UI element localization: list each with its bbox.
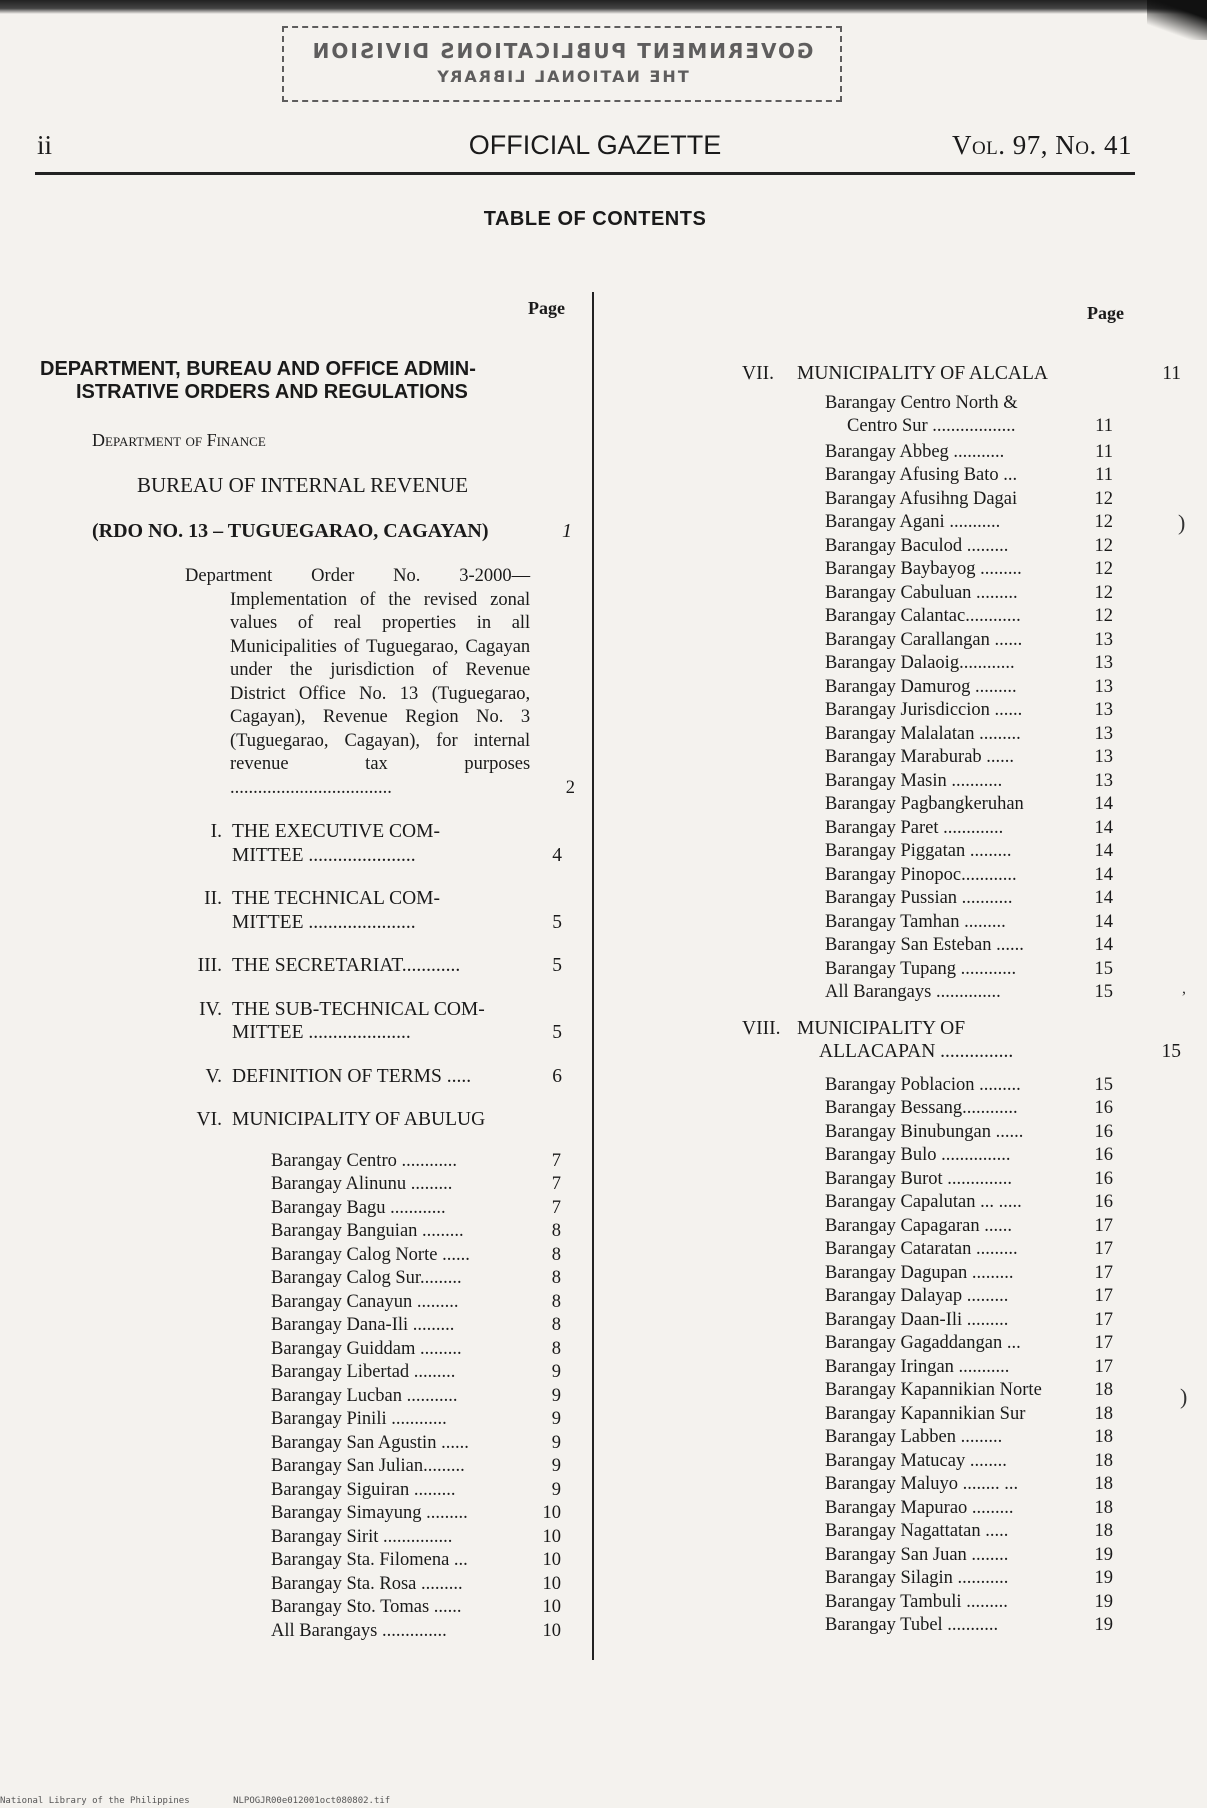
entry-page: 13 [1094, 747, 1113, 767]
section-title-line-1: MUNICIPALITY OF [797, 1017, 966, 1039]
department-order-page: 2 [565, 777, 575, 798]
department-heading-line-1: DEPARTMENT, BUREAU AND OFFICE ADMIN- [40, 358, 476, 380]
entry-name: Barangay Matucay ........ [825, 1450, 1007, 1471]
section-page: 5 [552, 1022, 562, 1043]
entry-page: 8 [551, 1221, 561, 1241]
entry-name: Barangay Sirit ............... [271, 1526, 453, 1547]
list-item [735, 558, 1135, 582]
list-item [735, 840, 1135, 864]
entry-page: 9 [551, 1409, 561, 1429]
entry-name: Barangay Pussian ........... [825, 888, 1013, 908]
entry-name: All Barangays .............. [271, 1620, 447, 1641]
entry-page: 11 [1095, 441, 1113, 462]
entry-page: 13 [1094, 629, 1113, 650]
list-item [40, 1502, 575, 1526]
entry-page: 11 [1095, 465, 1113, 485]
entry-name: Barangay Calog Norte ...... [271, 1244, 470, 1265]
entry-page: 12 [1094, 512, 1113, 532]
entry-page: 18 [1094, 1427, 1113, 1447]
entry-line-2: Centro Sur .................. [847, 416, 1016, 436]
entry-page: 15 [1094, 982, 1113, 1002]
entry-page: 14 [1094, 841, 1113, 861]
entry-name: Barangay Malalatan ......... [825, 723, 1021, 744]
entry-name: Barangay Centro ............ [271, 1150, 457, 1171]
entry-name: Barangay Nagattatan ..... [825, 1521, 1009, 1541]
entry-page: 18 [1094, 1474, 1113, 1494]
list-item [40, 1314, 575, 1338]
entry-name: Barangay Carallangan ...... [825, 629, 1023, 650]
list-item [735, 793, 1135, 817]
entry-page: 10 [542, 1550, 561, 1570]
page-label-left: Page [528, 298, 565, 318]
entry-page: 14 [1094, 817, 1113, 838]
list-item [40, 1361, 575, 1385]
entry-page: 15 [1094, 1074, 1113, 1095]
entry-page: 16 [1094, 1098, 1113, 1118]
entry-name: Barangay San Juan ........ [825, 1544, 1009, 1565]
entry-page: 9 [551, 1385, 561, 1406]
entry-name: Barangay Cabuluan ......... [825, 582, 1018, 603]
header-rule [35, 172, 1135, 175]
alcala-barangay-list [735, 441, 1135, 1005]
section-page: 4 [552, 844, 562, 866]
section-title-line-1: THE SECRETARIAT............ [232, 955, 461, 976]
entry-name: Barangay Gagaddangan ... [825, 1333, 1021, 1353]
entry-name: Barangay Kapannikian Sur [825, 1403, 1026, 1424]
rdo-title: (RDO NO. 13 – TUGUEGARAO, CAGAYAN) [92, 520, 489, 542]
entry-name: Barangay Dana-Ili ......... [271, 1315, 455, 1335]
list-item [735, 441, 1135, 465]
entry-name: Barangay Dalaoig............ [825, 653, 1015, 673]
list-item [735, 699, 1135, 723]
page-number: ii [37, 130, 53, 160]
entry-page: 18 [1094, 1521, 1113, 1541]
entry-name: Barangay Banguian ......... [271, 1221, 464, 1241]
list-item [735, 1520, 1135, 1544]
entry-page: 14 [1094, 794, 1113, 814]
list-item [735, 1497, 1135, 1521]
entry-name: All Barangays .............. [825, 982, 1001, 1002]
list-item [735, 1591, 1135, 1615]
entry-name: Barangay Jurisdiccion ...... [825, 700, 1023, 720]
list-item [735, 1309, 1135, 1333]
list-item [735, 864, 1135, 888]
entry-page: 11 [1095, 416, 1113, 436]
entry-name: Barangay Pinopoc............ [825, 864, 1017, 885]
entry-name: Barangay Libertad ......... [271, 1362, 456, 1382]
list-item [40, 1220, 575, 1244]
list-item [735, 676, 1135, 700]
right-column [735, 362, 1181, 1638]
section-title-line-1: MUNICIPALITY OF ABULUG [232, 1109, 486, 1130]
entry-name: Barangay San Julian......... [271, 1456, 465, 1476]
list-item [40, 1573, 575, 1597]
entry-page: 8 [551, 1338, 561, 1359]
entry-name: Barangay Maraburab ...... [825, 747, 1015, 767]
list-item [735, 1614, 1135, 1638]
section-title-line-2: ALLACAPAN ............... [819, 1041, 1014, 1062]
scan-corner-shadow [1147, 0, 1207, 40]
entry-name: Barangay Paret ............. [825, 817, 1004, 838]
list-item [735, 1403, 1135, 1427]
list-item [735, 535, 1135, 559]
left-column [40, 358, 575, 1643]
margin-mark: ) [1178, 510, 1186, 535]
list-item [735, 1074, 1135, 1098]
list-item [735, 652, 1135, 676]
entry-page: 17 [1094, 1239, 1113, 1259]
section-title-line-2: MITTEE ...................... [232, 911, 416, 933]
entry-page: 9 [551, 1432, 561, 1453]
entry-page: 13 [1094, 676, 1113, 697]
entry-name: Barangay Burot .............. [825, 1168, 1013, 1189]
entry-name: Barangay Canayun ......... [271, 1291, 459, 1312]
gazette-title: OFFICIAL GAZETTE [468, 130, 722, 160]
entry-name: Barangay Dagupan ......... [825, 1262, 1014, 1283]
list-item [735, 1285, 1135, 1309]
entry-page: 17 [1094, 1215, 1113, 1236]
list-item [735, 934, 1135, 958]
entry-page: 13 [1094, 700, 1113, 720]
section-title-line-1: DEFINITION OF TERMS ..... [232, 1065, 472, 1087]
column-divider [592, 292, 594, 1660]
entry-name: Barangay Siguiran ......... [271, 1479, 456, 1500]
entry-name: Barangay Capagaran ...... [825, 1215, 1012, 1236]
toc-section [40, 1108, 575, 1132]
entry-page: 16 [1094, 1168, 1113, 1189]
entry-name: Barangay Simayung ......... [271, 1503, 468, 1523]
footer-library: National Library of the Philippines [0, 1796, 190, 1806]
section-number: I. [210, 821, 222, 842]
section-title-line-2: MITTEE ...................... [232, 844, 416, 866]
allacapan-barangay-list [735, 1074, 1135, 1638]
entry-page: 18 [1094, 1380, 1113, 1400]
entry-name: Barangay Piggatan ......... [825, 841, 1012, 861]
entry-page: 12 [1094, 488, 1113, 509]
entry-page: 16 [1094, 1145, 1113, 1165]
list-item [735, 1215, 1135, 1239]
list-item [40, 1408, 575, 1432]
list-item [40, 1596, 575, 1620]
entry-name: Barangay Daan-Ili ......... [825, 1309, 1009, 1330]
list-item [735, 1379, 1135, 1403]
entry-line-1: Barangay Centro North & [825, 392, 1018, 413]
entry-page: 8 [551, 1291, 561, 1312]
list-item [735, 1168, 1135, 1192]
list-item [735, 911, 1135, 935]
toc-section [40, 887, 575, 934]
section-title-line-1: THE SUB-TECHNICAL COM- [232, 998, 485, 1020]
entry-page: 19 [1094, 1544, 1113, 1565]
margin-mark: ) [1180, 1384, 1188, 1409]
entry-page: 16 [1094, 1192, 1113, 1212]
list-item [735, 605, 1135, 629]
section-page: 11 [1162, 363, 1181, 384]
toc-section [40, 998, 575, 1045]
entry-name: Barangay Bulo ............... [825, 1145, 1011, 1165]
list-item [735, 887, 1135, 911]
section-number: VI. [196, 1109, 222, 1130]
section-title-line-2: MITTEE ..................... [232, 1022, 411, 1043]
entry-page: 8 [551, 1244, 561, 1265]
scan-top-border [0, 0, 1207, 14]
rdo-page: 1 [562, 520, 572, 542]
entry-name: Barangay Tupang ............ [825, 958, 1017, 979]
section-number: IV. [199, 998, 222, 1020]
entry-page: 12 [1094, 582, 1113, 603]
entry-name: Barangay San Esteban ...... [825, 935, 1024, 955]
entry-name: Barangay Guiddam ......... [271, 1338, 462, 1359]
list-item [40, 1479, 575, 1503]
entry-page: 9 [551, 1362, 561, 1382]
entry-page: 13 [1094, 723, 1113, 744]
rdo-heading [40, 520, 575, 543]
entry-name: Barangay Alinunu ......... [271, 1174, 453, 1194]
entry-name: Barangay Afusihng Dagai [825, 488, 1018, 509]
entry-name: Barangay Bessang............ [825, 1098, 1018, 1118]
entry-page: 12 [1094, 606, 1113, 626]
list-item [735, 1238, 1135, 1262]
list-item [735, 958, 1135, 982]
list-item [735, 817, 1135, 841]
entry-name: Barangay Mapurao ......... [825, 1497, 1014, 1518]
list-item [735, 1450, 1135, 1474]
section-number: VIII. [742, 1017, 781, 1039]
entry-page: 10 [542, 1620, 561, 1641]
list-item [735, 1473, 1135, 1497]
entry-page: 17 [1094, 1262, 1113, 1283]
entry-page: 17 [1094, 1309, 1113, 1330]
entry-name: Barangay Tubel ........... [825, 1615, 999, 1635]
alcala-heading [735, 362, 1181, 386]
entry-page: 14 [1094, 935, 1113, 955]
entry-name: Barangay Poblacion ......... [825, 1074, 1021, 1095]
entry-name: Barangay Sta. Filomena ... [271, 1550, 468, 1570]
page-label-right: Page [1087, 303, 1124, 323]
list-item [735, 464, 1135, 488]
department-order-entry [40, 565, 575, 800]
list-item [735, 1356, 1135, 1380]
toc-title: TABLE OF CONTENTS [483, 208, 707, 230]
entry-page: 7 [551, 1197, 561, 1218]
library-stamp [282, 26, 842, 102]
list-item [735, 770, 1135, 794]
list-item [40, 1150, 575, 1174]
list-item [735, 723, 1135, 747]
section-page: 5 [552, 911, 562, 933]
entry-page: 10 [542, 1526, 561, 1547]
entry-name: Barangay Dalayap ......... [825, 1286, 1009, 1306]
entry-page: 16 [1094, 1121, 1113, 1142]
department-heading-line-2: ISTRATIVE ORDERS AND REGULATIONS [76, 381, 468, 403]
entry-name: Barangay Capalutan ... ..... [825, 1192, 1022, 1212]
section-page: 15 [1161, 1041, 1181, 1062]
entry-name: Barangay Labben ......... [825, 1427, 1003, 1447]
list-item [40, 1432, 575, 1456]
entry-name: Barangay Afusing Bato ... [825, 465, 1018, 485]
list-item [735, 746, 1135, 770]
entry-page: 17 [1094, 1333, 1113, 1353]
list-item [735, 511, 1135, 535]
list-item [735, 582, 1135, 606]
entry-page: 10 [542, 1503, 561, 1523]
list-item [735, 1426, 1135, 1450]
entry-page: 12 [1094, 535, 1113, 556]
entry-page: 13 [1094, 653, 1113, 673]
entry-name: Barangay Tamhan ......... [825, 911, 1006, 932]
entry-name: Barangay Sta. Rosa ......... [271, 1573, 463, 1594]
entry-page: 19 [1094, 1568, 1113, 1588]
list-item [735, 1121, 1135, 1145]
margin-mark: , [1182, 980, 1186, 997]
list-item [735, 392, 1135, 439]
section-number: II. [204, 888, 222, 909]
footer-file: NLPOGJR00e012001oct080802.tif [233, 1796, 391, 1806]
section-number: VII. [742, 363, 774, 384]
department-heading [40, 358, 575, 404]
entry-page: 12 [1094, 559, 1113, 579]
entry-name: Barangay Cataratan ......... [825, 1239, 1018, 1259]
entry-page: 7 [551, 1150, 561, 1171]
list-item [40, 1197, 575, 1221]
stamp-line-2: THE NATIONAL LIBRARY [435, 67, 689, 86]
department-of-finance: Department of Finance [92, 430, 266, 450]
entry-name: Barangay Maluyo ........ ... [825, 1474, 1019, 1494]
list-item [735, 981, 1135, 1005]
list-item [40, 1385, 575, 1409]
entry-name: Barangay Sto. Tomas ...... [271, 1597, 462, 1617]
toc-section [40, 820, 575, 867]
list-item [735, 1191, 1135, 1215]
list-item [40, 1173, 575, 1197]
entry-page: 14 [1094, 864, 1113, 885]
department-order-text: Department Order No. 3-2000—Implementation of the revised zonal values of real properties in all Municipalities of Tuguegarao, Cagayan under the jurisdiction of Revenue District Office No. 13 (Tuguegarao, Cagayan), Revenue Region No. 3 (Tuguegarao, Cagayan), for internal revenue tax purposes ................................... [185, 566, 531, 798]
list-item [40, 1291, 575, 1315]
entry-name: Barangay Damurog ......... [825, 676, 1017, 697]
list-item [40, 1455, 575, 1479]
bureau-heading: BUREAU OF INTERNAL REVENUE [137, 473, 469, 497]
entry-page: 14 [1094, 888, 1113, 908]
entry-page: 15 [1094, 958, 1113, 979]
entry-page: 13 [1094, 770, 1113, 791]
section-page: 6 [552, 1065, 562, 1087]
section-number: V. [205, 1065, 222, 1087]
list-item [40, 1244, 575, 1268]
scan-footer [0, 1796, 428, 1806]
list-item [40, 1549, 575, 1573]
entry-name: Barangay Calantac............ [825, 606, 1021, 626]
entry-name: Barangay Baculod ......... [825, 535, 1009, 556]
entry-name: Barangay Bagu ............ [271, 1197, 446, 1218]
entry-page: 18 [1094, 1497, 1113, 1518]
entry-name: Barangay Baybayog ......... [825, 559, 1022, 579]
list-item [735, 488, 1135, 512]
allacapan-heading [735, 1017, 1181, 1064]
entry-page: 19 [1094, 1591, 1113, 1612]
entry-name: Barangay Abbeg ........... [825, 441, 1005, 462]
entry-name: Barangay Iringan ........... [825, 1356, 1010, 1377]
list-item [40, 1526, 575, 1550]
section-number: III. [197, 955, 222, 976]
entry-page: 10 [542, 1573, 561, 1594]
section-page: 5 [552, 955, 562, 976]
entry-name: Barangay Pagbangkeruhan [825, 794, 1024, 814]
entry-name: Barangay Agani ........... [825, 512, 1001, 532]
entry-page: 8 [551, 1315, 561, 1335]
list-item [735, 1262, 1135, 1286]
entry-name: Barangay San Agustin ...... [271, 1432, 469, 1453]
entry-name: Barangay Binubungan ...... [825, 1121, 1024, 1142]
entry-page: 18 [1094, 1403, 1113, 1424]
section-title: MUNICIPALITY OF ALCALA [797, 363, 1048, 384]
entry-name: Barangay Calog Sur......... [271, 1268, 462, 1288]
toc-section [40, 954, 575, 978]
entry-page: 18 [1094, 1450, 1113, 1471]
stamp-line-1: GOVERNMENT PUBLICATIONS DIVISION [310, 39, 814, 63]
list-item [735, 1567, 1135, 1591]
entry-name: Barangay Pinili ............ [271, 1409, 447, 1429]
entry-page: 8 [551, 1268, 561, 1288]
entry-page: 19 [1094, 1615, 1113, 1635]
list-item [735, 1097, 1135, 1121]
section-title-line-1: THE EXECUTIVE COM- [232, 821, 440, 842]
list-item [735, 1332, 1135, 1356]
list-item [735, 1544, 1135, 1568]
entry-name: Barangay Silagin ........... [825, 1568, 1009, 1588]
list-item [735, 1144, 1135, 1168]
toc-section [40, 1065, 575, 1089]
list-item [735, 629, 1135, 653]
list-item [40, 1338, 575, 1362]
entry-page: 7 [551, 1174, 561, 1194]
entry-page: 17 [1094, 1356, 1113, 1377]
list-item [40, 1267, 575, 1291]
entry-page: 9 [551, 1456, 561, 1476]
entry-name: Barangay Lucban ........... [271, 1385, 458, 1406]
entry-page: 9 [551, 1479, 561, 1500]
entry-name: Barangay Kapannikian Norte [825, 1380, 1042, 1400]
abulug-barangay-list [40, 1150, 575, 1644]
entry-page: 17 [1094, 1286, 1113, 1306]
volume-number: Vol. 97, No. 41 [951, 130, 1132, 160]
entry-page: 14 [1094, 911, 1113, 932]
list-item [40, 1620, 575, 1644]
section-title-line-1: THE TECHNICAL COM- [232, 888, 440, 909]
entry-name: Barangay Masin ........... [825, 770, 1003, 791]
entry-name: Barangay Tambuli ......... [825, 1591, 1008, 1612]
entry-page: 10 [542, 1597, 561, 1617]
